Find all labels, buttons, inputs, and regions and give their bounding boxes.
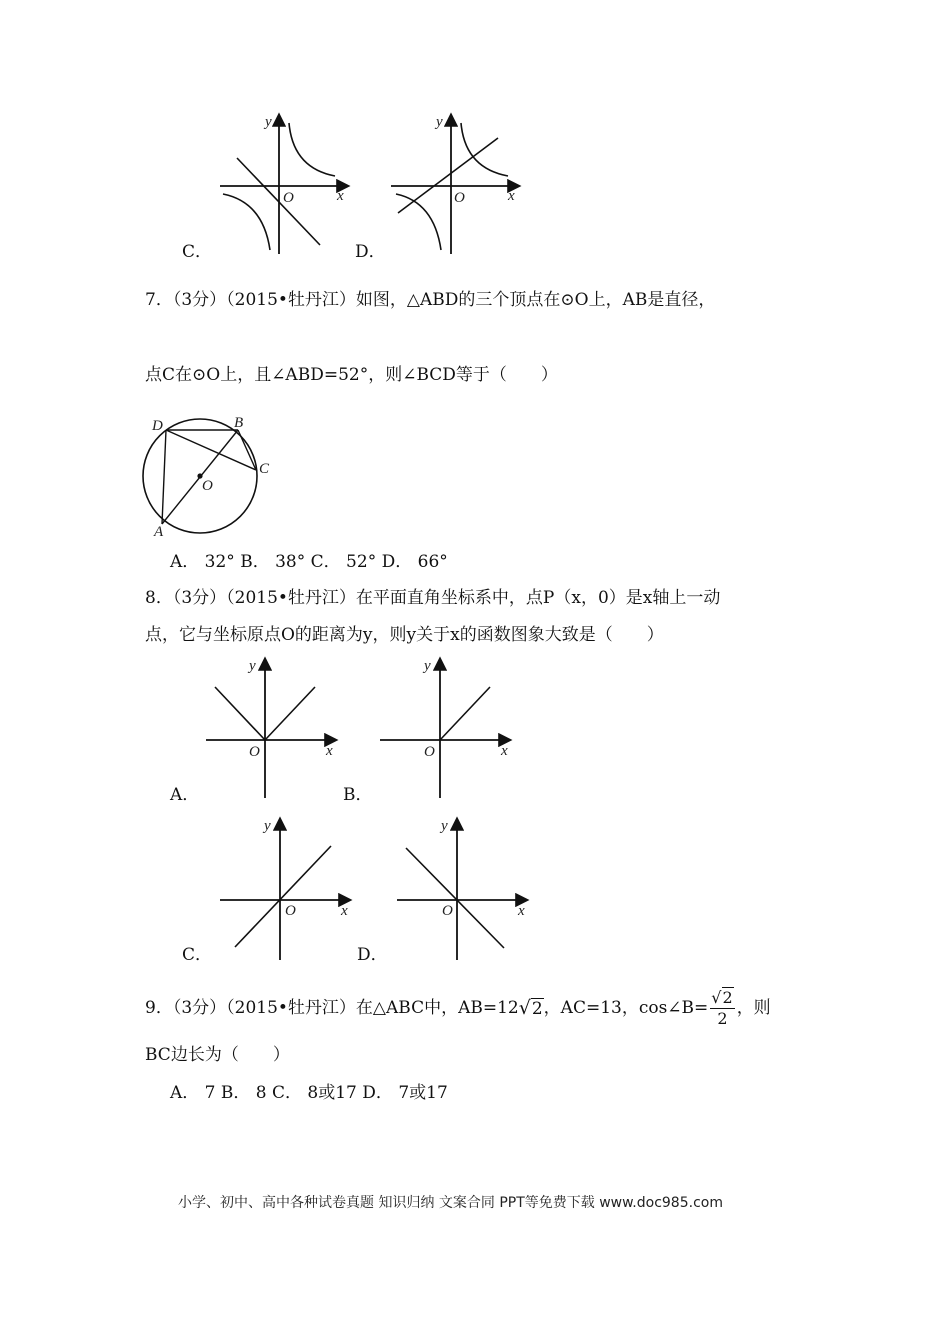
- point-a-label: A: [154, 524, 164, 540]
- page-footer: 小学、初中、高中各种试卷真题 知识归纳 文案合同 PPT等免费下载 www.doc985.com: [178, 1195, 723, 1211]
- graph-c2-y-label: y: [264, 818, 271, 834]
- point-d-label: D: [152, 418, 163, 434]
- q8-graph-c: [217, 812, 357, 962]
- q8-text-line2: 点，它与坐标原点O的距离为y，则y关于x的函数图象大致是（ ）: [145, 625, 664, 645]
- q7-options: A． 32° B． 38° C． 52° D． 66°: [170, 552, 448, 572]
- graph-b-y-label: y: [424, 658, 431, 674]
- point-b-label: B: [234, 415, 244, 431]
- fraction-denominator: 2: [717, 1009, 728, 1028]
- q9-line1-pre: 9．（3分）（2015•牡丹江）在△ABC中，AB=12: [145, 998, 519, 1018]
- graph-c-y-label: y: [265, 114, 272, 130]
- q6-graph-c: [215, 108, 355, 256]
- q8-option-c: C．: [182, 945, 213, 965]
- graph-c2-x-label: x: [341, 903, 348, 919]
- graph-d-origin-label: O: [454, 190, 465, 206]
- q6-option-c: C．: [182, 242, 213, 262]
- graph-c-origin-label: O: [283, 190, 294, 206]
- graph-d2-x-label: x: [518, 903, 525, 919]
- fraction-numerator: 2: [722, 988, 733, 1007]
- q9-options: A． 7 B． 8 C． 8或17 D． 7或17: [170, 1083, 448, 1103]
- q7-text-line2: 点C在⊙O上，且∠ABD=52°，则∠BCD等于（ ）: [145, 365, 558, 385]
- q8-option-a: A．: [170, 785, 200, 805]
- q9-text-line2: BC边长为（ ）: [145, 1045, 290, 1065]
- graph-d-y-label: y: [436, 114, 443, 130]
- graph-d2-y-label: y: [441, 818, 448, 834]
- graph-c-x-label: x: [337, 188, 344, 204]
- q8-graph-a: [203, 652, 343, 800]
- q8-text-line1: 8．（3分）（2015•牡丹江）在平面直角坐标系中，点P（x，0）是x轴上一动: [145, 588, 721, 608]
- q8-option-d: D．: [357, 945, 388, 965]
- q9-text-line1: [145, 990, 771, 1027]
- q6-option-d: D．: [355, 242, 386, 262]
- graph-c2-origin-label: O: [285, 903, 296, 919]
- point-o-label: O: [202, 478, 213, 494]
- graph-a-origin-label: O: [249, 744, 260, 760]
- graph-b-x-label: x: [501, 743, 508, 759]
- q7-circle-figure: [138, 412, 280, 540]
- q8-option-b: B．: [343, 785, 373, 805]
- point-c-label: C: [259, 461, 270, 477]
- graph-d2-origin-label: O: [442, 903, 453, 919]
- q6-graph-d: [388, 108, 528, 256]
- sqrt-argument: 2: [531, 999, 543, 1019]
- graph-a-x-label: x: [326, 743, 333, 759]
- graph-b-origin-label: O: [424, 744, 435, 760]
- q9-line1-post: ，则: [736, 998, 771, 1018]
- q8-graph-b: [377, 652, 517, 800]
- fraction-sqrt2-over-2: $\frac{√2}{2}$: [711, 988, 733, 1028]
- q8-graph-d: [394, 812, 534, 962]
- q7-text-line1: 7．（3分）（2015•牡丹江）如图，△ABD的三个顶点在⊙O上，AB是直径，: [145, 290, 716, 310]
- graph-d-x-label: x: [508, 188, 515, 204]
- graph-a-y-label: y: [249, 658, 256, 674]
- q9-line1-mid: ，AC=13，cos∠B=: [543, 998, 709, 1018]
- sqrt-expression: √2: [518, 997, 543, 1019]
